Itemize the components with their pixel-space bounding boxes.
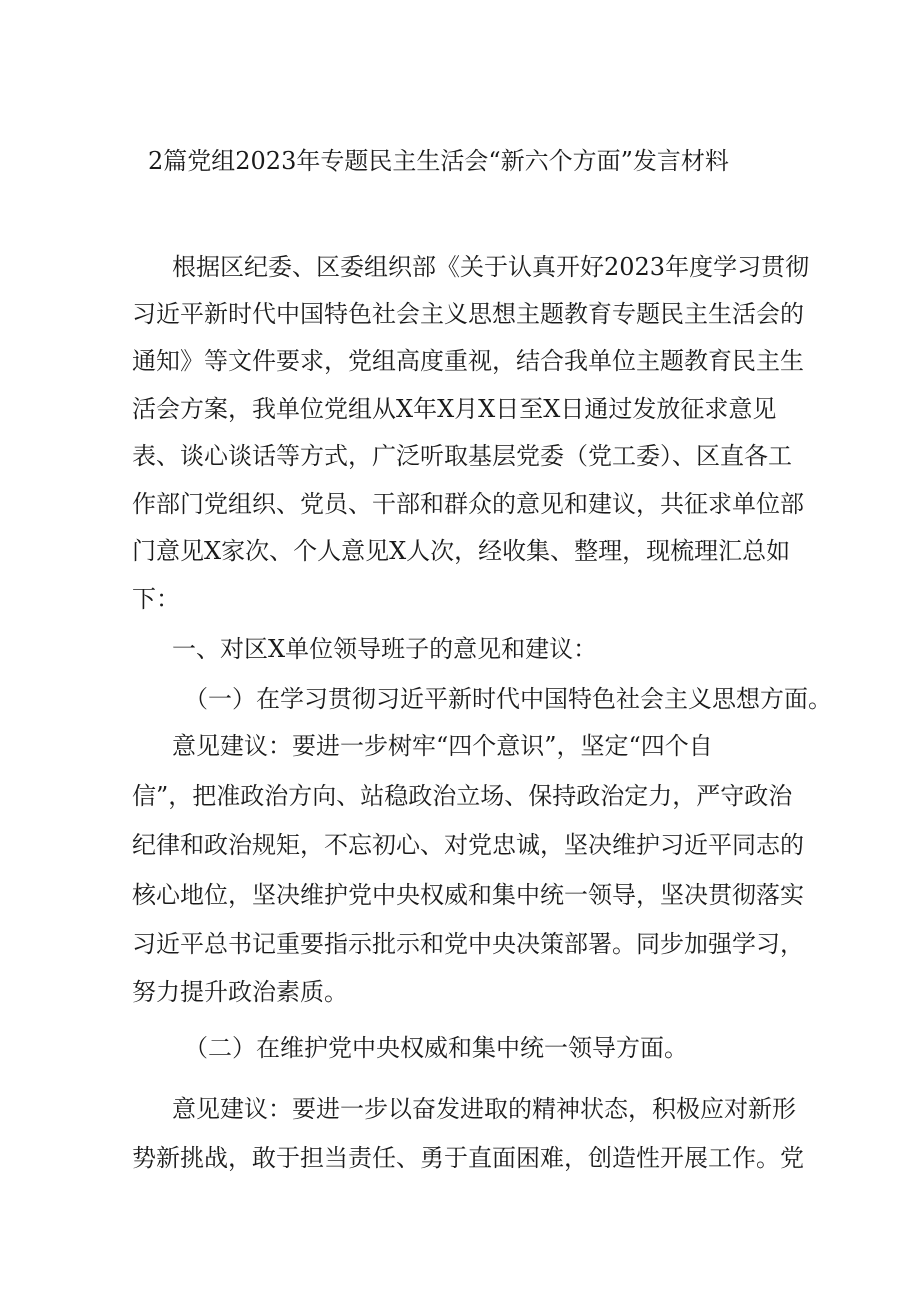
body-line: 活会方案，我单位党组从X年X月X日至X日通过发放征求意见 [132,395,777,423]
body-line: 习近平总书记重要指示批示和党中央决策部署。同步加强学习， [132,930,804,958]
body-line: 根据区纪委、区委组织部《关于认真开好2023年度学习贯彻 [172,253,810,281]
body-line: 意见建议：要进一步以奋发进取的精神状态，积极应对新形 [172,1095,796,1123]
body-line: 门意见X家次、个人意见X人次，经收集、整理，现梳理汇总如 [132,537,791,565]
body-line: 势新挑战，敢于担当责任、勇于直面困难，创造性开展工作。党 [132,1144,804,1172]
body-line: 意见建议：要进一步树牢“四个意识”，坚定“四个自 [172,732,713,760]
body-line: 通知》等文件要求，党组高度重视，结合我单位主题教育民主生 [132,347,804,375]
body-line: 努力提升政治素质。 [132,978,348,1006]
body-line: 作部门党组织、党员、干部和群众的意见和建议，共征求单位部 [132,490,804,518]
section-heading: 一、对区X单位领导班子的意见和建议： [172,635,598,663]
subsection-heading: （一）在学习贯彻习近平新时代中国特色社会主义思想方面。 [184,685,832,713]
body-line: 核心地位，坚决维护党中央权威和集中统一领导，坚决贯彻落实 [132,881,804,909]
subsection-heading: （二）在维护党中央权威和集中统一领导方面。 [184,1034,688,1062]
body-line: 纪律和政治规矩，不忘初心、对党忠诚，坚决维护习近平同志的 [132,831,804,859]
document-title: 2篇党组2023年专题民主生活会“新六个方面”发言材料 [148,147,729,175]
body-line: 下： [132,585,180,613]
body-line: 表、谈心谈话等方式，广泛听取基层党委（党工委）、区直各工 [132,442,792,470]
body-line: 信”，把准政治方向、站稳政治立场、保持政治定力，严守政治 [132,782,793,810]
body-line: 习近平新时代中国特色社会主义思想主题教育专题民主生活会的 [132,300,804,328]
